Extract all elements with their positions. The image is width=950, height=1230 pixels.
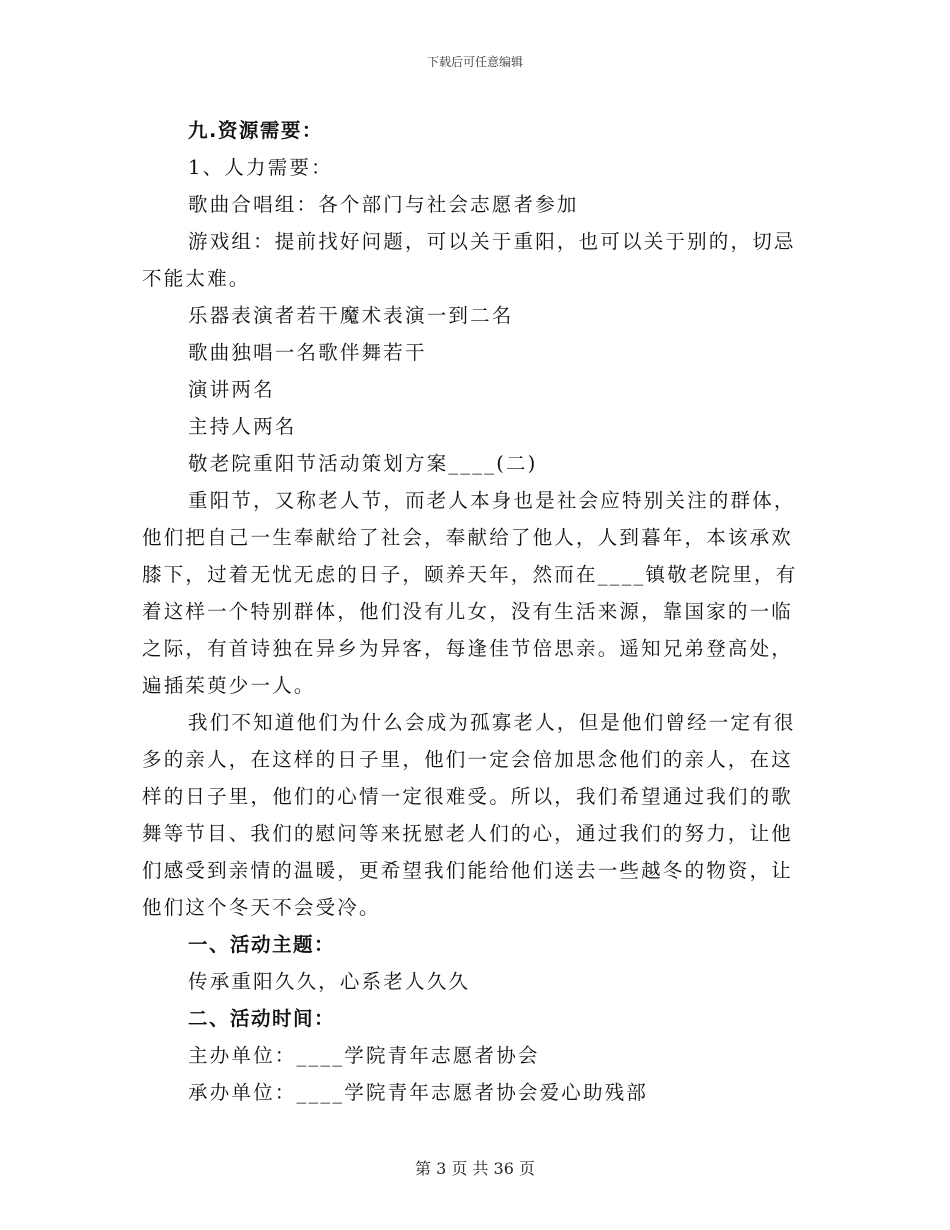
paragraph-line: 他们把自己一生奉献给了社会，奉献给了他人，人到暮年，本该承欢 xyxy=(142,526,794,549)
organizer-line: 主办单位：____学院青年志愿者协会 xyxy=(188,1044,540,1067)
solo-line: 歌曲独唱一名歌伴舞若干 xyxy=(188,341,427,364)
paragraph-line: 着这样一个特别群体，他们没有儿女，没有生活来源，靠国家的一临 xyxy=(142,600,794,623)
choir-line: 歌曲合唱组：各个部门与社会志愿者参加 xyxy=(188,193,579,216)
paragraph-purpose xyxy=(142,704,808,926)
paragraph-line: 舞等节目、我们的慰问等来抚慰老人们的心，通过我们的努力，让他 xyxy=(142,822,794,845)
document-body xyxy=(142,112,808,1111)
manpower-title: 1、人力需要： xyxy=(188,156,333,179)
game-group-line-1: 游戏组：提前找好问题，可以关于重阳，也可以关于别的，切忌 xyxy=(188,230,796,253)
paragraph-line: 们感受到亲情的温暖，更希望我们能给他们送去一些越冬的物资，让 xyxy=(142,859,794,882)
paragraph-line: 膝下，过着无忧无虑的日子，颐养天年，然而在____镇敬老院里，有 xyxy=(142,563,798,586)
theme-text: 传承重阳久久，心系老人久久 xyxy=(188,970,471,993)
page-header: 下载后可任意编辑 xyxy=(426,55,523,69)
paragraph-line: 他们这个冬天不会受冷。 xyxy=(142,896,381,919)
co-organizer-line: 承办单位：____学院青年志愿者协会爱心助残部 xyxy=(188,1081,649,1104)
section-title-time: 二、活动时间： xyxy=(188,1007,336,1030)
section-title-resources: 九.资源需要： xyxy=(188,119,323,142)
page-number: 第 3 页 共 36 页 xyxy=(415,1159,535,1178)
plan-subtitle: 敬老院重阳节活动策划方案____(二) xyxy=(188,452,538,475)
paragraph-intro xyxy=(142,482,808,704)
instrument-line: 乐器表演者若干魔术表演一到二名 xyxy=(188,304,514,327)
paragraph-line: 之际，有首诗独在异乡为异客，每逢佳节倍思亲。遥知兄弟登高处， xyxy=(142,637,794,660)
paragraph-line: 重阳节，又称老人节，而老人本身也是社会应特别关注的群体， xyxy=(188,489,796,512)
host-line: 主持人两名 xyxy=(188,415,297,438)
paragraph-line: 多的亲人，在这样的日子里，他们一定会倍加思念他们的亲人，在这 xyxy=(142,748,794,771)
paragraph-line: 样的日子里，他们的心情一定很难受。所以，我们希望通过我们的歌 xyxy=(142,785,794,808)
paragraph-line: 遍插茱萸少一人。 xyxy=(142,674,316,697)
section-title-theme: 一、活动主题： xyxy=(188,933,336,956)
speech-line: 演讲两名 xyxy=(188,378,275,401)
paragraph-line: 我们不知道他们为什么会成为孤寡老人，但是他们曾经一定有很 xyxy=(188,711,796,734)
game-group-line-2: 不能太难。 xyxy=(142,267,251,290)
